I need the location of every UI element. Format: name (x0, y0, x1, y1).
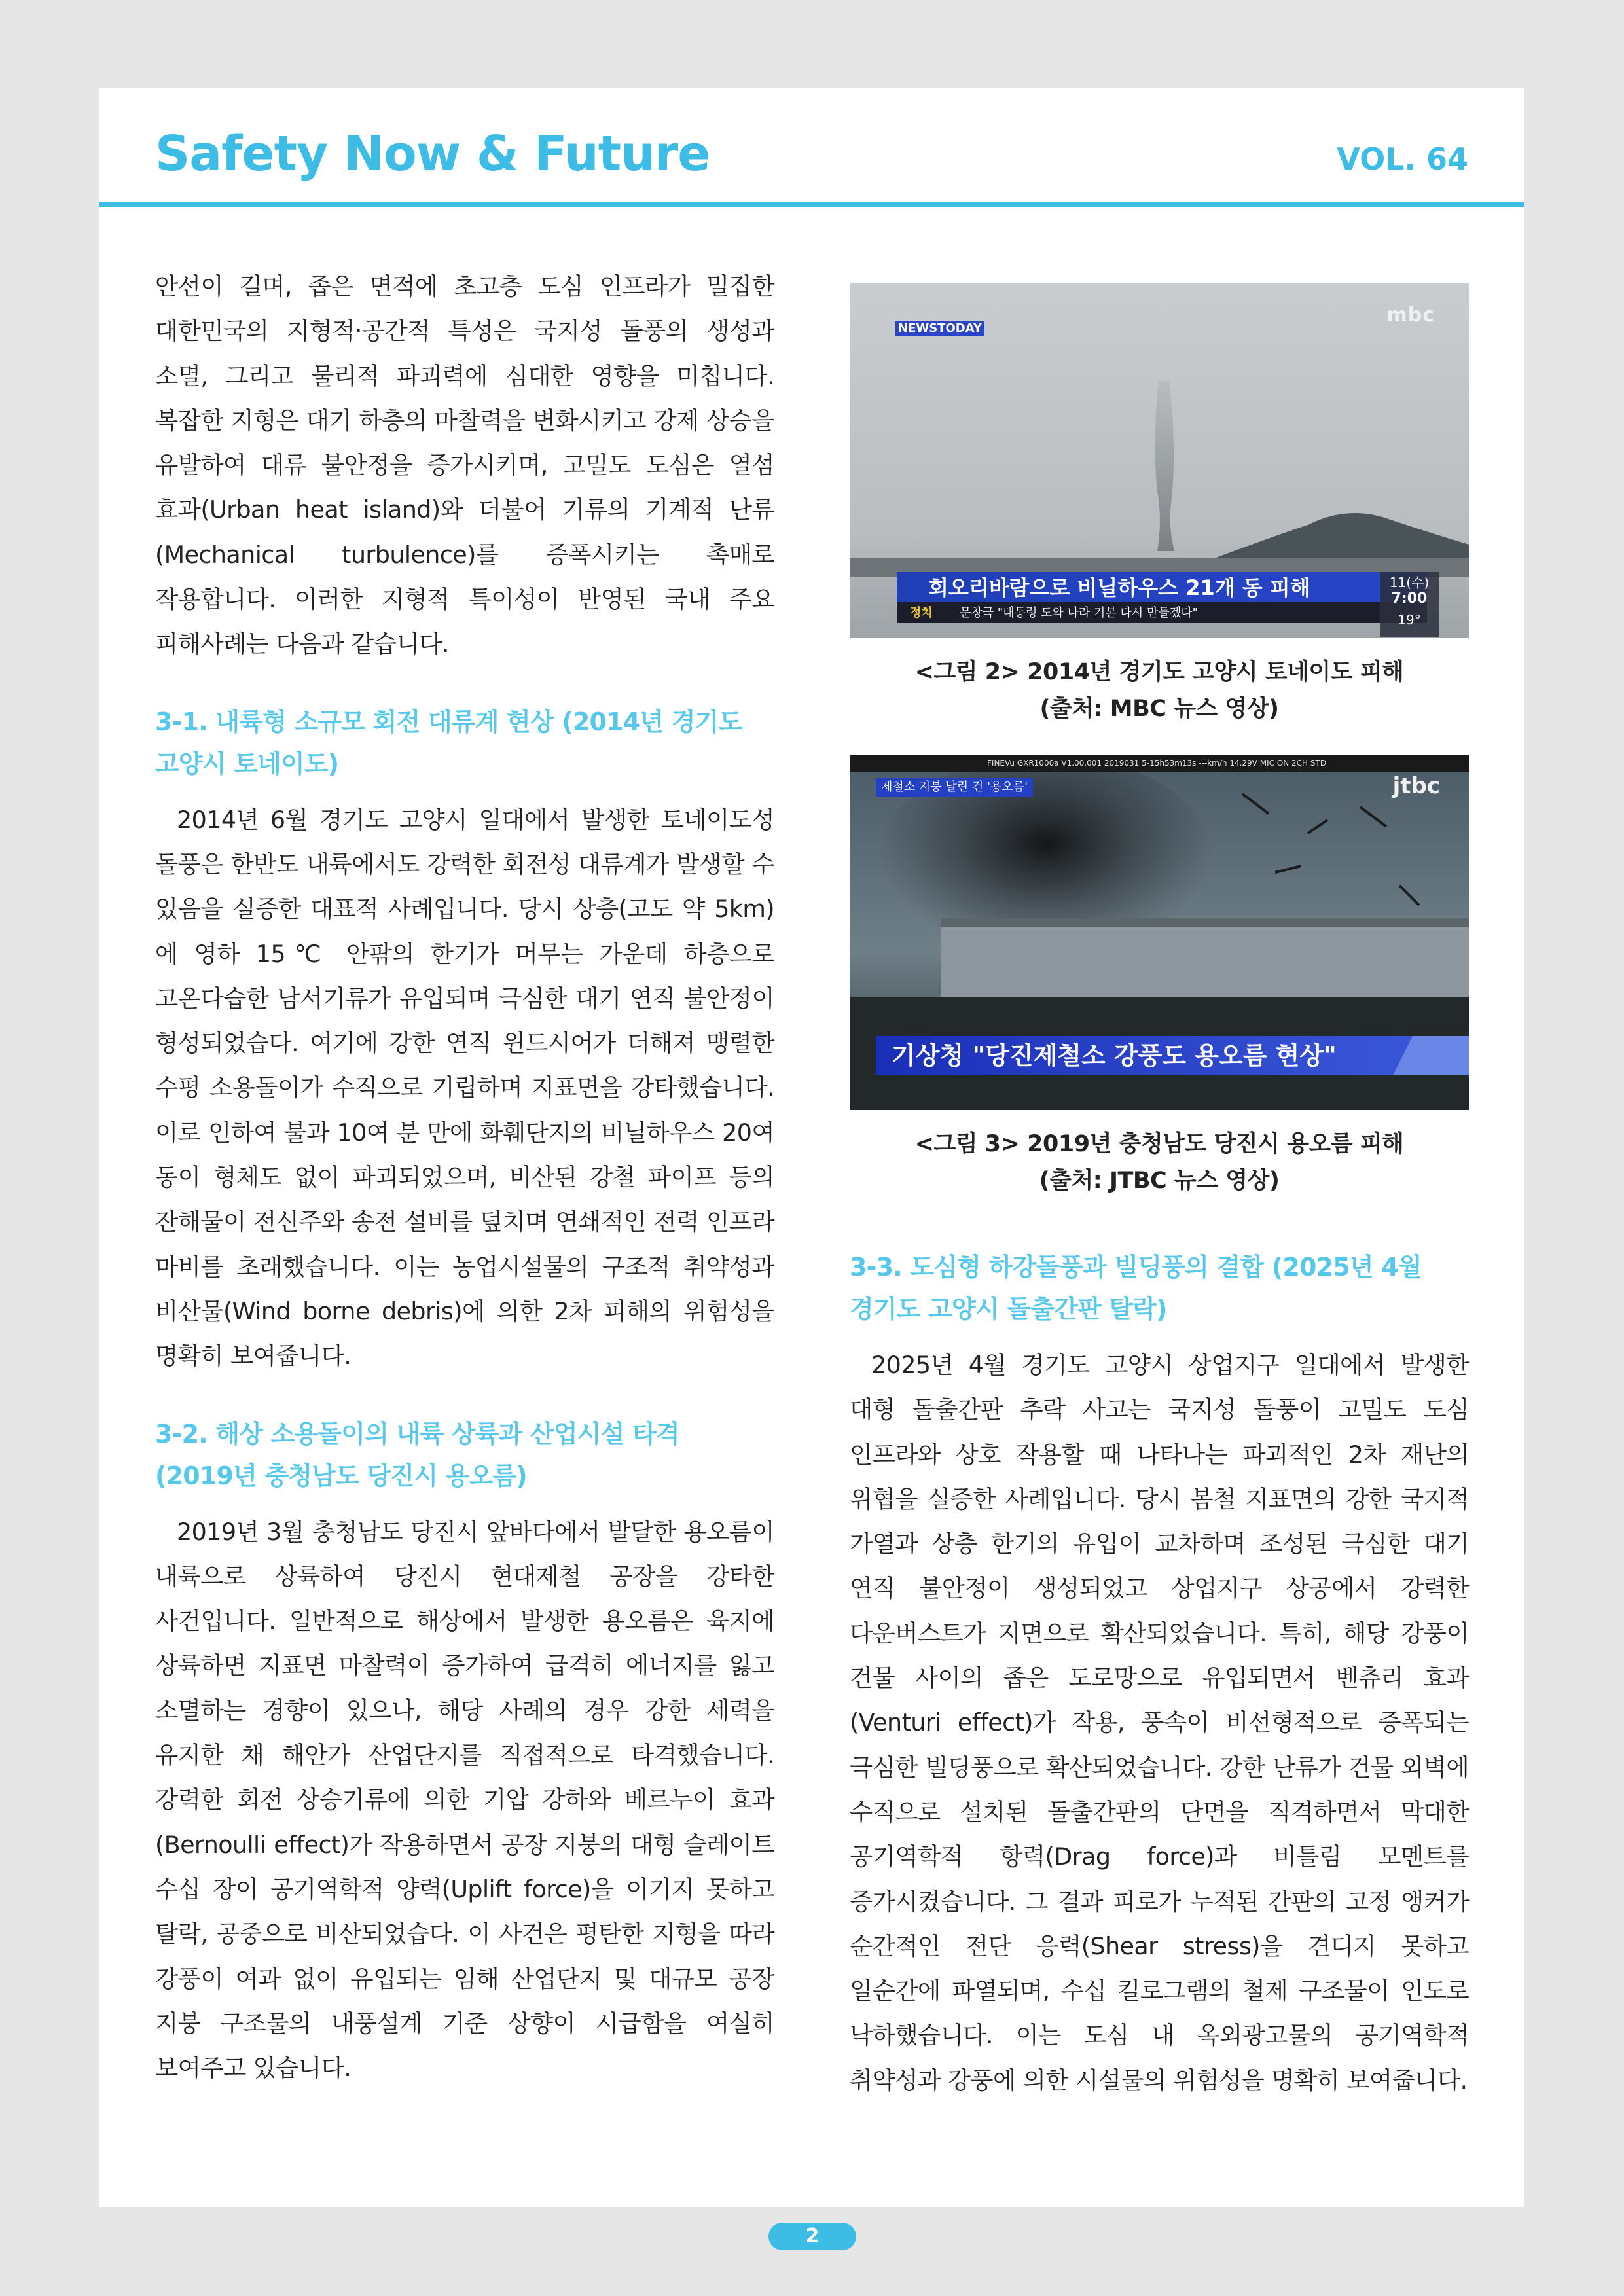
header-divider (99, 202, 1524, 207)
page-header (99, 88, 1524, 207)
ticker-subtext: 문창극 "대통령 도와 나라 기본 다시 만들겠다" (960, 606, 1198, 620)
section-body-3-3: 2025년 4월 경기도 고양시 상업지구 일대에서 발생한 대형 돌출간판 추락 사고는 국지성 돌풍이 고밀도 도심 인프라와 상호 작용할 때 나타나는 파괴적인 2차 재난의 위협을 실증한 사례입니다. 당시 봄철 지표면의 강한 국지적 가열과 상층 한기의 유입이 교차하며 조성된 극심한 대기 연직 불안정이 생성되었고 상업지구 상공에서 강력한 다운버스트가 지면으로 확산되었습니다. 특히, 해당 강풍이 건물 사이의 좁은 도로망으로 유입되면서 벤츄리 효과(Venturi effect)가 작용, 풍속이 비선형적으로 증폭되는 극심한 빌딩풍으로 확산되었습니다. 강한 난류가 건물 외벽에 수직으로 설치된 돌출간판의 단면을 직격하면서 막대한 공기역학적 항력(Drag force)과 비틀림 모멘트를 증가시켰습니다. 그 결과 피로가 누적된 간판의 고정 앵커가 순간적인 전단 응력(Shear stress)을 견디지 못하고 일순간에 파열되며, 수십 킬로그램의 철제 구조물이 인도로 낙하했습니다. 이는 도심 내 옥외광고물의 공기역학적 취약성과 강풍에 의한 시설물의 위험성을 명확히 보여줍니다. (850, 1351, 1469, 2094)
volume-number: VOL. 64 (1337, 141, 1468, 177)
section-heading-3-1: 3-1. 내륙형 소규모 회전 대류계 현상 (2014년 경기도 고양시 토네이도) (155, 707, 742, 778)
dashcam-status-bar: FINEVu GXR1000a V1.00.001 2019031 5-15h53m13s ---km/h 14.29V MIC ON 2CH STD (987, 759, 1327, 768)
figure-2-caption-source: (출처: MBC 뉴스 영상) (1039, 696, 1279, 722)
figure-3-caption-title: <그림 3> 2019년 충청남도 당진시 용오름 피해 (914, 1131, 1404, 1157)
broadcaster-logo: mbc (1386, 304, 1435, 327)
intro-paragraph: 안선이 길며, 좁은 면적에 초고층 도심 인프라가 밀집한 대한민국의 지형적·공간적 특성은 국지성 돌풍의 생성과 소멸, 그리고 물리적 파괴력에 심대한 영향을 미칩니다. 복잡한 지형은 대기 하층의 마찰력을 변화시키고 강제 상승을 유발하여 대류 불안정을 증가시키며, 고밀도 도심은 열섬 효과(Urban heat island)와 더불어 기류의 기계적 난류(Mechanical turbulence)를 증폭시키는 촉매로 작용합니다. 이러한 지형적 특이성이 반영된 국내 주요 피해사례는 다음과 같습니다. (155, 272, 774, 658)
news-headline: 기상청 "당진제철소 강풍도 용오름 현상" (892, 1041, 1337, 1070)
figure-3-image (850, 755, 1469, 1110)
broadcast-date: 11(수) (1389, 575, 1430, 590)
page (99, 88, 1524, 2207)
page-number: 2 (768, 2223, 856, 2250)
section-heading-3-2: 3-2. 해상 소용돌이의 내륙 상륙과 산업시설 타격 (2019년 충청남도 당진시 용오름) (155, 1419, 679, 1490)
magazine-title: Safety Now & Future (155, 126, 710, 182)
figure-3-caption-source: (출처: JTBC 뉴스 영상) (1039, 1168, 1280, 1194)
news-logo: NEWSTODAY (895, 321, 984, 336)
section-body-3-2: 2019년 3월 충청남도 당진시 앞바다에서 발달한 용오름이 내륙으로 상륙하여 당진시 현대제철 공장을 강타한 사건입니다. 일반적으로 해상에서 발생한 용오름은 육지에 상륙하면 지표면 마찰력이 증가하여 급격히 에너지를 잃고 소멸하는 경향이 있으나, 해당 사례의 경우 강한 세력을 유지한 채 해안가 산업단지를 직접적으로 타격했습니다. 강력한 회전 상승기류에 의한 기압 강하와 베르누이 효과(Bernoulli effect)가 작용하면서 공장 지붕의 대형 슬레이트 수십 장이 공기역학적 양력(Uplift force)을 이기지 못하고 탈락, 공중으로 비산되었습다. 이 사건은 평탄한 지형을 따라 강풍이 여과 없이 유입되는 임해 산업단지 및 대규모 공장 지붕 구조물의 내풍설계 기준 상향이 시급함을 여실히 보여주고 있습니다. (155, 1517, 774, 2083)
ticker-category: 정치 (910, 606, 933, 620)
broadcast-time: 7:00 (1391, 590, 1428, 607)
news-tag: 제철소 지붕 날린 건 '용오름' (876, 778, 1033, 797)
section-heading-3-3: 3-3. 도심형 하강돌풍과 빌딩풍의 결합 (2025년 4월 경기도 고양시 돌출간판 탈락) (850, 1253, 1422, 1323)
ticker-headline: 회오리바람으로 비닐하우스 21개 동 피해 (928, 575, 1310, 600)
left-column (155, 264, 774, 2090)
right-column (850, 283, 1469, 2103)
broadcaster-logo: jtbc (1392, 773, 1440, 799)
section-body-3-1: 2014년 6월 경기도 고양시 일대에서 발생한 토네이도성 돌풍은 한반도 내륙에서도 강력한 회전성 대류계가 발생할 수 있음을 실증한 대표적 사례입니다. 당시 상층(고도 약 5km)에 영하 15℃ 안팎의 한기가 머무는 가운데 하층으로 고온다습한 남서기류가 유입되며 극심한 대기 연직 불안정이 형성되었습다. 여기에 강한 연직 윈드시어가 더해져 맹렬한 수평 소용돌이가 수직으로 기립하며 지표면을 강타했습니다. 이로 인하여 불과 10여 분 만에 화훼단지의 비닐하우스 20여 동이 형체도 없이 파괴되었으며, 비산된 강철 파이프 등의 잔해물이 전신주와 송전 설비를 덮치며 연쇄적인 전력 인프라 마비를 초래했습니다. 이는 농업시설물의 구조적 취약성과 비산물(Wind borne debris)에 의한 2차 피해의 위험성을 명확히 보여줍니다. (155, 805, 774, 1371)
figure-2-image (850, 283, 1469, 638)
broadcast-temperature: 19° (1398, 612, 1421, 628)
figure-2-caption-title: <그림 2> 2014년 경기도 고양시 토네이도 피해 (914, 659, 1404, 685)
